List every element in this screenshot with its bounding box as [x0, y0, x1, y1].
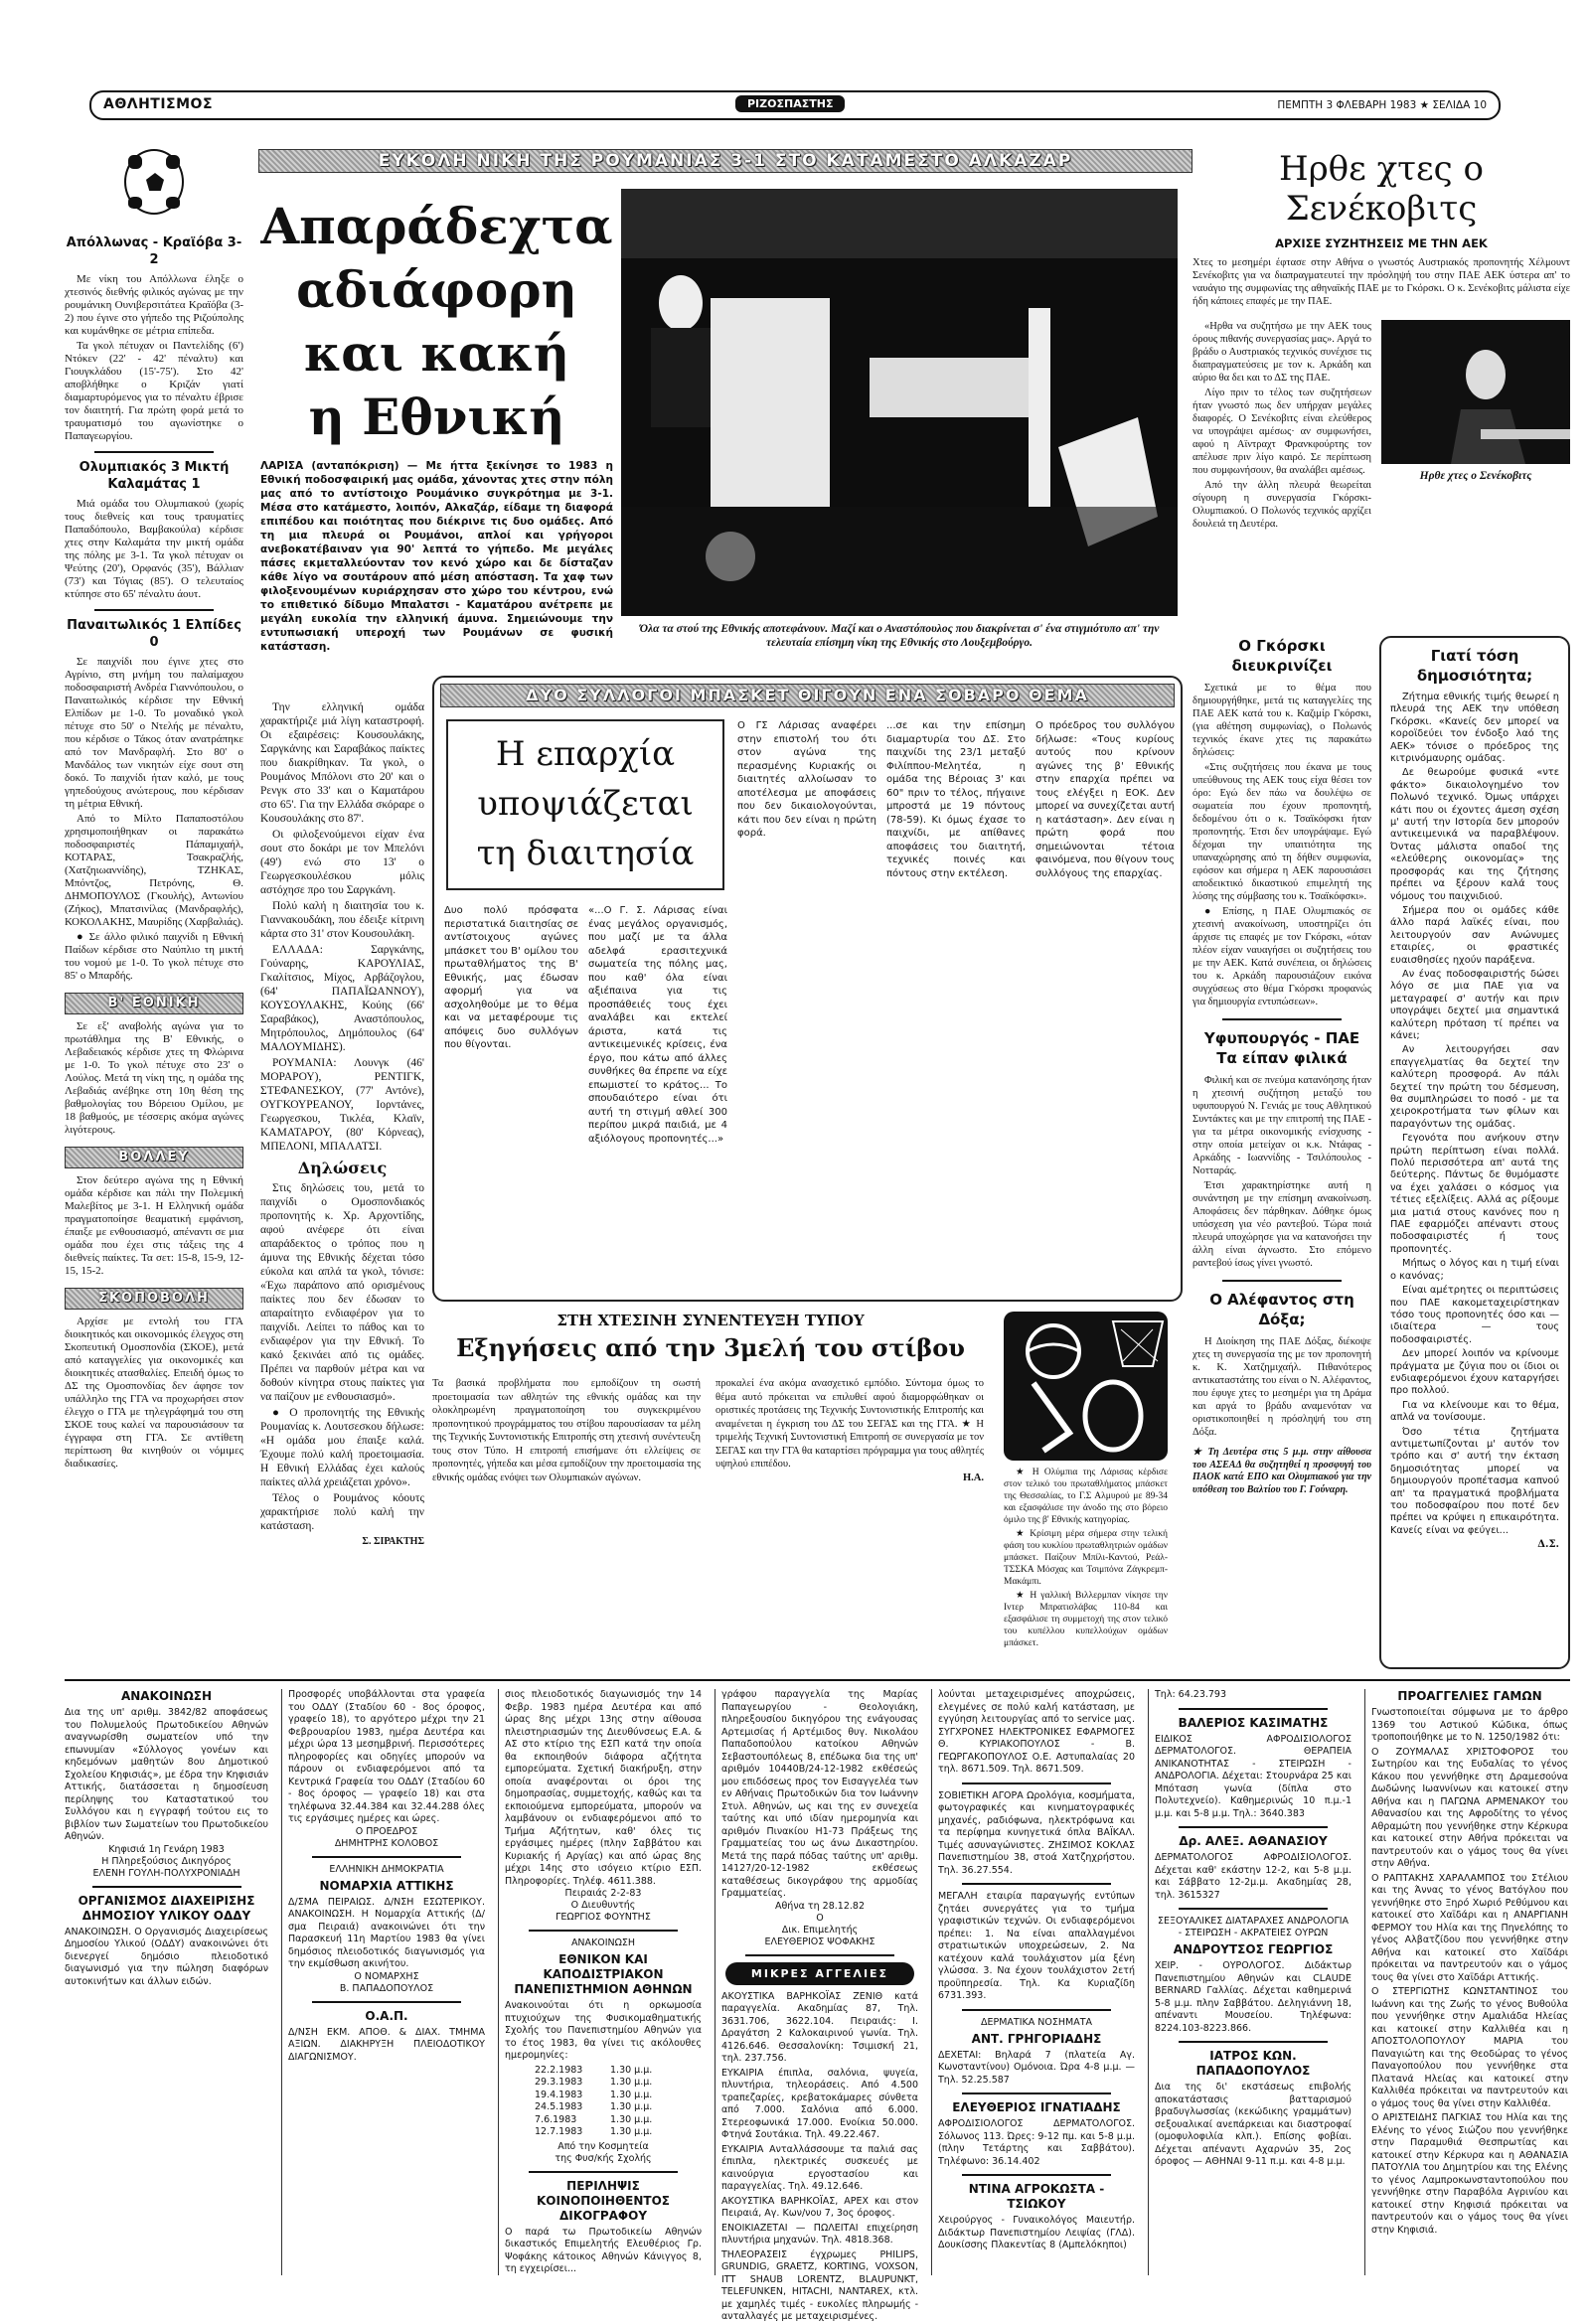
senekovits-paragraph: Από την άλλη πλευρά θεωρείται σίγουρη η συνεργασία Γκόρσκι-Ολυμπιακού. Ο Πολωνός τεχνικός αρχίζει δουλειά τη Δευτέρα.	[1192, 480, 1371, 530]
article-paragraph: Αρχίσε με εντολή του ΓΓΑ διοικητικός και οικονομικός έλεγχος στη Σκοπευτική Ομοσπονδία (ΣΚΟΕ), μετά από καταγγελίες για οικονομικές και διοικητικές ατασθαλίες. Επειδή όμως το ΔΣ της Ομοσπονδίας δεν άφησε τον υπάλληλο της ΓΓΑ να προχωρήσει στον έλεγχο ο ΓΓΑ με τηλεγράφημά του στη ΣΚΟΕ τους καλεί να παρουσιάσουν τα έγγραφα στη ΓΓΑ. Σε αντίθετη περίπτωση θα κινηθούν οι νόμιμες διαδικασίες.	[65, 1316, 243, 1470]
article-title: Ολυμπιακός 3 Μικτή Καλαμάτας 1	[79, 460, 230, 492]
right-subcolumn	[1192, 636, 1371, 1669]
basketball-headline-line: τη διαιτησία	[476, 834, 695, 873]
ceremony-date: 12.7.1983	[535, 2126, 583, 2137]
article-paragraph: Σε εξ' αναβολής αγώνα για το πρωτάθλημα της Β' Εθνικής, ο Λεβαδειακός κέρδισε χτες τη Φλώρινα με 1-0. Το γκολ πέτυχε στο 23' ο Λούλος. Μετά τη νίκη της, η ομάδα της Λεβαδιάς ανέβηκε στη 10η θέση της βαθμολογίας του Βόρειου Ομίλου, με 18 βαθμούς, με τέσσερις ακόμα αγώνες λιγότερους.	[65, 1020, 243, 1136]
divider	[529, 1930, 678, 1932]
main-body-col1	[260, 700, 424, 1154]
article-body	[65, 1020, 243, 1137]
divider	[312, 1856, 461, 1858]
ad-item: ΕΥΚΑΙΡΙΑ Ανταλλάσσουμε τα παλιά σας έπιπλα, ηλεκτρικές συσκευές με καινούργια εργοστασίου και παραγγελίας. Τηλ. 49.12.646.	[721, 2143, 918, 2192]
ceremony-time: 1.30 μ.μ.	[610, 2064, 653, 2076]
ad-signature: Ο	[816, 1912, 824, 1924]
article-body	[65, 1174, 243, 1278]
ceremony-date: 19.4.1983	[535, 2089, 583, 2100]
classifieds-column	[281, 1689, 485, 2275]
ceremony-time: 1.30 μ.μ.	[610, 2077, 653, 2088]
basketball-col2: «...Ο Γ. Σ. Λάρισας είναι ένας μεγάλος οργανισμός, που μαζί με τα άλλα αδελφά ερασιτεχνικά σωματεία της πόλης μας, που καθ' όλα είναι αξιέπαινα για τις προσπάθειές τους έχει αναλάβει και εκτελεί άριστα, κατά τις αντικειμενικές κρίσεις, ένα έργο, που κάτω από άλλες συνθήκες θα έπρεπε να είχε επωμιστεί το κράτος... Το σπουδαιότερο είναι ότι αυτή τη στιγμή αθλεί 300 περίπου μικρά παιδιά, με 4 αξιόλογους προπονητές...»	[588, 905, 727, 1145]
masthead: ΡΙΖΟΣΠΑΣΤΗΣ	[735, 95, 845, 112]
article-title: Απόλλωνας - Κραϊόβα 3-2	[66, 235, 242, 267]
divider	[1179, 1908, 1328, 1910]
divider	[94, 609, 214, 611]
editorial-title: Γιατί τόση δημοσιότητα;	[1416, 647, 1533, 685]
basketball-icon	[1004, 1312, 1168, 1461]
senekovits-story	[1192, 149, 1570, 308]
main-headline-line: Απαράδεχτα	[260, 197, 613, 255]
ad-title: ΙΑΤΡΟΣ ΚΩΝ. ΠΑΠΑΔΟΠΟΥΛΟΣ	[1195, 2049, 1311, 2078]
divider	[962, 2092, 1111, 2094]
ad-kicker: ΣΕΞΟΥΑΛΙΚΕΣ ΔΙΑΤΑΡΑΧΕΣ ΑΝΔΡΟΛΟΓΙΑ - ΣΤΕΙΡΩΣΗ - ΑΚΡΑΤΕΙΕΣ ΟΥΡΩΝ	[1157, 1916, 1350, 1938]
ad-text: Προσφορές υποβάλλονται στα γραφεία του ΟΔΔΥ (Σταδίου 60 - 8ος όροφος, γραφείο 18), το αργότερο μέχρι την 21 Φεβρουαρίου 1983, ημέρα Δευτέρα και μέχρι ώρα 13 μεσημβρινή. Περισσότερες πληροφορίες και οδηγίες μπορούν να πάρουν οι ενδιαφερόμενοι από τα Κεντρικά Γραφεία του ΟΔΔΥ (Σταδίου 60 - 8ος όροφος — γραφείο 18) και στα τηλέφωνα 32.44.384 και 32.44.288 όλες τις εργάσιμες ημέρες και ώρες.	[288, 1689, 485, 1824]
divider	[529, 2171, 678, 2173]
ceremony-date-row	[535, 2077, 702, 2090]
main-story-banner: ΕΥΚΟΛΗ ΝΙΚΗ ΤΗΣ ΡΟΥΜΑΝΙΑΣ 3-1 ΣΤΟ ΚΑΤΑΜΕΣΤΟ ΑΛΚΑΖΑΡ	[258, 149, 1192, 173]
ad-signature: Η Πληρεξούσιος Δικηγόρος	[101, 1855, 232, 1867]
main-body-paragraph: Πολύ καλή η διαιτησία του κ. Γιαννακουδάκη, που έδειξε κίτρινη κάρτα στο 31' στον Κουσουλάκη.	[260, 900, 424, 940]
ad-text: Ο παρά τω Πρωτοδικείω Αθηνών δικαστικός Επιμελητής Ελευθέριος Γρ. Ψοφάκης κάτοικος Αθηνών Κάνιγγος 8, τη εγχειρίσει...	[505, 2226, 702, 2274]
ad-title: ΒΑΛΕΡΙΟΣ ΚΑΣΙΜΑΤΗΣ	[1178, 1715, 1329, 1730]
divider	[1179, 1826, 1328, 1828]
ad-text: σιος πλειοδοτικός διαγωνισμός την 14 Φεβρ. 1983 ημέρα Δευτέρα και από ώρας 8ης μέχρι 13ης στην αίθουσα πλειστηριασμών της Διευθύνσεως Ε.Α. & ΑΣ στο κτίριο της ΕΣΠ κατά την οποία θα εκποιηθούν διάφορα αζήτητα εμπορεύματα. Σχετική διακήρυξη, στην οποία αναφέρονται οι όροι της δημοπρασίας, συμμετοχής, καθώς και τα εκποιούμενα εμπορεύματα, μπορούν να λαμβάνουν οι ενδιαφερόμενοι από το Τμήμα Αζήτητων, καθ' όλες τις εργάσιμες ημέρες (πλην Σαββάτου και Κυριακής ή Αργίας) και από ώρας 8ης μέχρι 14ης στο ισόγειο κτίριο ΕΣΠ. Πληροφορίες. Τηλέφ. 4611.388.	[505, 1689, 702, 1887]
editorial-box	[1379, 636, 1570, 1669]
senekovits-photo-caption: Ηρθε χτες ο Σενέκοβιτς	[1419, 470, 1532, 482]
ad-signature: ΕΛΕΥΘΕΡΙΟΣ ΨΟΦΑΚΗΣ	[764, 1936, 875, 1947]
ceremony-date: 24.5.1983	[535, 2101, 583, 2112]
statements-title: Δηλώσεις	[297, 1159, 388, 1177]
classifieds-column	[931, 1689, 1135, 2275]
gorski-paragraph: «Στις συζητήσεις που έκανα με τους υπεύθυνους της ΑΕΚ τους είχα θέσει τον όρο: Εγώ δεν πάω να δουλέψω σε σωματεία που έχουν προπονητή, δεδομένου ότι ο κ. Τσαϊκόφσκι ήταν προπονητής. Έτσι δεν υπογράψαμε. Εγώ δέχομαι την υπαιτιότητα της υπαναχώρησης από τη δήθεν συμφωνία, εφόσον και σήμερα η ΑΕΚ παρουσιάσει αποδεικτικό δικαστικού επιμελητή της λύσης της σύμβασης του κ. Τσαϊκόφσκι».	[1192, 762, 1371, 902]
ad-item: Ο ΡΑΠΤΑΚΗΣ ΧΑΡΑΛΑΜΠΟΣ του Στέλιου και της Άννας το γένος Βατόγλου που γεννήθηκε στο Ξηρό Χωριό Ρεθύμνου και κατοικεί στο Χαϊδάρι και η ΑΝΑΡΓΙΑΝΗ ΦΕΡΜΟΥ του Ηλία και της Πηνελόπης το γένος Αλβατζίδου που γεννήθηκε στην Αθήνα και κατοικεί στο Χαϊδάρι πρόκειται να παντρευτούν και ο γάμος τους θα γίνει στο Χαϊδάρι Αττικής.	[1371, 1872, 1568, 1983]
gorski-title: Ο Γκόρσκι διευκρινίζει	[1231, 637, 1333, 675]
main-body-paragraph: ΡΟΥΜΑΝΙΑ: Λουνγκ (46' ΜΟΡΑΡΟΥ), ΡΕΝΤΙΓΚ, ΣΤΕΦΑΝΕΣΚΟΥ, (77' Αντόνε), ΟΥΓΚΟΥΡΕΑΝΟΥ, Ιορντάνες, Γεωργεσκου, Τικλέα, Κλαϊν, ΚΑΜΑΤΑΡΟΥ, (80' Κόρνεας), ΜΠΕΛΟΝΙ, ΜΠΑΛΑΤΣΙ.	[260, 1057, 424, 1153]
ad-text: λούνται μεταχειρισμένες αποχρώσεις, ελεγμένες σε πολύ καλή κατάσταση, με εγγύηση λειτουργίας από το service μας. ΣΥΓΧΡΟΝΕΣ ΗΛΕΚΤΡΟΝΙΚΕΣ ΕΦΑΡΜΟΓΕΣ Θ. ΚΥΡΙΑΚΟΠΟΥΛΟΣ - Β. ΓΕΩΡΓΑΚΟΠΟΥΛΟΣ Ο.Ε. Αστυπαλαίας 20 τηλ. 8671.509. Τηλ. 8671.509.	[938, 1689, 1135, 1775]
divider	[94, 451, 214, 453]
article-paragraph: Στον δεύτερο αγώνα της η Εθνική ομάδα κέρδισε και πάλι την Πολεμική Μαλεβίτος με 3-1. Η Ελληνική ομάδα πραγματοποίησε θεαματική εμφάνιση, έπαιξε με ενθουσιασμό, απέναντι σε μια ομάδα που έχει στις τάξεις της 4 διεθνείς παίκτες. Τα σετ: 15-8, 15-9, 12-15, 15-2.	[65, 1174, 243, 1277]
ceremony-time: 1.30 μ.μ.	[610, 2113, 653, 2125]
match-photo-caption: Όλα τα στού της Εθνικής αποτεφάνουν. Μαζί και ο Αναστόπουλος που διακρίνεται σ' ένα στιγμιότυπο απ' την τελευταία επίσημη νίκη της Εθνικής στο Λουξεμβούργο.	[639, 623, 1160, 649]
ad-text: Δ/ΣΜΑ ΠΕΙΡΑΙΩΣ. Δ/ΝΣΗ ΕΣΩΤΕΡΙΚΟΥ. ΑΝΑΚΟΙΝΩΣΗ. Η Νομαρχία Αττικής (Δ/σμα Πειραιά) ανακοινώνει ότι την Παρασκευή 11η Μαρτίου 1983 θα γίνει δημόσιος πλειοδοτικός διαγωνισμός για την εκμίσθωση ακινήτου.	[288, 1896, 485, 1969]
ad-signature: της Φυσ/κής Σχολής	[555, 2152, 652, 2164]
ad-signature: ΕΛΕΝΗ ΓΟΥΛΗ-ΠΟΛΥΧΡΟΝΙΑΔΗ	[92, 1867, 240, 1879]
senekovits-headline-line: Σενέκοβιτς	[1285, 189, 1478, 229]
section-label-box: Β' ΕΘΝΙΚΗ	[65, 993, 243, 1014]
ad-title: ΕΘΝΙΚΟΝ ΚΑΙ ΚΑΠΟΔΙΣΤΡΙΑΚΟΝ ΠΑΝΕΠΙΣΤΗΜΙΟΝ ΑΘΗΝΩΝ	[514, 1952, 693, 1996]
classifieds-column	[65, 1689, 268, 2275]
senekovits-intro: Χτες το μεσημέρι έφτασε στην Αθήνα ο γνωστός Αυστριακός προπονητής Χέλμουντ Σενέκοβιτς για να διαπραγματευτεί την πρόσληψή του στην ΠΑΕ ΑΕΚ ύστερα απ' το ναυάγιο της συμφωνίας της αθηναϊκής ΠΑΕ με το Γκόρσκι. Ο κ. Σενέκοβιτς μάλιστα είχε ήδη κάποιες επαφές με την ΠΑΕ.	[1192, 257, 1570, 307]
editorial-sign: Δ.Σ.	[1537, 1539, 1559, 1551]
main-body-paragraph: Την ελληνική ομάδα χαρακτήριζε μιά λίγη καταστροφή. Οι εξαιρέσεις: Κουσουλάκης, Σαργκάνης και Σαραβάκος παίκτες που διακρίθηκαν. Τα γκολ, ο Ρουμάνος Μπόλονι στο 20' και ο Ρενγκ στο 33' και ο Καματάρου στο 65'. Για την Ελλάδα σκόραρε ο Κουσουλάκης στο 87'.	[260, 701, 424, 825]
alefantos-note: ★ Τη Δευτέρα στις 5 μ.μ. στην αίθουσα του ΑΣΕΑΔ θα συζητηθεί η προσφυγή του ΠΑΟΚ κατά ΕΠΟ και Ολυμπιακού για την υπόθεση του Βαλτίου του Γ. Γούναρη.	[1192, 1447, 1371, 1495]
match-photo-image	[621, 189, 1178, 616]
minister-paragraph: Φιλική και σε πνεύμα κατανόησης ήταν η χτεσινή συζήτηση μεταξύ του υφυπουργού Ν. Γενιάς με τους Αθλητικού Συντάκτες και με την επιτροπή της ΠΑΕ - για τα μέτρα οικονομικής ενίσχυσης - στην οποία μετείχαν οι κ.κ. Ντάφας - Αρκάδης - Ιωαννίδης - Τσιλόπουλος - Νοτταράς.	[1192, 1075, 1371, 1176]
main-headline-line: και κακή	[303, 324, 570, 383]
senekovits-subhead: ΑΡΧΙΣΕ ΣΥΖΗΤΗΣΕΙΣ ΜΕ ΤΗΝ ΑΕΚ	[1275, 236, 1488, 250]
ad-text: ΔΕΧΕΤΑΙ: Βηλαρά 7 (πλατεία Αγ. Κωνσταντίνου) Ομόνοια. Ώρα 4-8 μ.μ. — Τηλ. 52.25.587	[938, 2049, 1135, 2086]
ad-text: ΣΟΒΙΕΤΙΚΗ ΑΓΟΡΑ Ωρολόγια, κοσμήματα, φωτογραφικές και κινηματογραφικές μηχανές, ραδιόφωνα, ηλεκτρόφωνα και τα περίφημα κυνηγετικά όπλα ΒΑΪΚΑΛ. Τιμές ασυναγώνιστες. ΖΗΣΙΜΟΣ ΚΟΚΛΑΣ Πανεπιστημίου 38, στοά Χατζηχρήστου. Τηλ. 36.27.554.	[938, 1789, 1135, 1876]
editorial-body	[1390, 692, 1559, 1537]
basketball-headline-line: υποψιάζεται	[477, 784, 694, 824]
senekovits-paragraph: «Ηρθα να συζητήσω με την ΑΕΚ τους όρους πιθανής συνεργασίας μας». Αργά το βράδυ ο Αυστριακός τεχνικός συνέχισε τις διαπραγματεύσεις με τον κ. Αρκάδη και αύριο θα δει και το ΔΣ της ΠΑΕ.	[1192, 321, 1371, 384]
ad-item: Γνωστοποιείται σύμφωνα με το άρθρο 1369 του Αστικού Κώδικα, όπως τροποποιήθηκε με το Ν. 1250/1982 ότι:	[1371, 1707, 1568, 1743]
statements-byline: Σ. ΣΙΡΑΚΤΗΣ	[362, 1536, 424, 1547]
classifieds-column	[1364, 1689, 1568, 2275]
editorial-paragraph: Όσο τέτια ζητήματα αντιμετωπίζονται μ' αυτόν τον τρόπο και σ' αυτή την έκταση δημοσιότητας μπορεί να δημιουργούν προπέτασμα καπνού απ' τα πραγματικά προβλήματα του ποδοσφαίρου που ποτέ δεν πρέπει να κρύψει η επικαιρότητα. Κανείς είναι να φεύγει...	[1390, 1426, 1559, 1536]
stivos-side-note: ★ Η γαλλική Βιλλερμπαν νίκησε την Ιντερ Μπρατισλάβας 110-84 και εξασφάλισε τη συμμετοχή της στον τελικό του κυπέλλου κυπελλούχων ομάδων μπάσκετ.	[1004, 1591, 1168, 1648]
basketball-player-illustration	[1004, 1312, 1168, 1461]
section-label-box: ΒΟΛΛΕΥ	[65, 1147, 243, 1168]
ad-title: ΑΝΔΡΟΥΤΣΟΣ ΓΕΩΡΓΙΟΣ	[1173, 1942, 1334, 1956]
ad-item: ΕΝΟΙΚΙΑΖΕΤΑΙ — ΠΩΛΕΙΤΑΙ επιχείρηση πλυντήρια μηχανών. Τηλ. 4818.368.	[721, 2222, 918, 2246]
ad-text: Δια της δι' εκστάσεως επιβολής αποκατάστασις βατταρισμού βραδυγλωσσίας (κεκώδικης γραμμάτων) σεξουαλικαί ανεπάρκειαι και διαστροφαί (ομοφυλοφιλία κλπ.). Επίσης φοβίαι. Δέχεται απέναντι Αχαρνών 35, 2ος όροφος — ΑΘΗΝΑΙ 9-11 π.μ. και 4-8 μ.μ.	[1155, 2082, 1352, 2167]
divider	[745, 1954, 894, 1956]
ad-text: Τηλ: 64.23.793	[1155, 1689, 1227, 1700]
ad-signature: Αθήνα τη 28.12.82	[775, 1900, 865, 1912]
ad-text: ΧΕΙΡ. - ΟΥΡΟΛΟΓΟΣ. Διδάκτωρ Πανεπιστημίου Αθηνών και CLAUDE BERNARD Γαλλίας. Δέχεται καθημερινά 5-8 μ.μ. πλην Σαββάτου. Δεληγιάννη 18, απέναντι Μουσείου. Τηλέφωνα: 8224.103-8223.866.	[1155, 1960, 1352, 2034]
divider	[962, 2009, 1111, 2011]
ad-text: ΑΦΡΟΔΙΣΙΟΛΟΓΟΣ ΔΕΡΜΑΤΟΛΟΓΟΣ. Σόλωνος 113. Ώρες: 9-12 πμ. και 5-8 μ.μ. (πλην Τετάρτης και Σαββάτου). Τηλέφωνο: 36.14.402	[938, 2118, 1135, 2167]
ceremony-date-row	[535, 2101, 702, 2114]
gorski-paragraph: ● Επίσης, η ΠΑΕ Ολυμπιακός σε χτεσινή ανακοίνωση, υποστηρίζει ότι άρχισε τις επαφές με τον Γκόρσκι, «όταν πλέον είχαν ναυαγήσει οι συζητήσεις του με την ΑΕΚ. Κατά συνέπεια, οι δηλώσεις του κ. Αρκάδη παρουσιάζουν εικόνα συγχύσεως στο θέμα Γκόρσκι προφανώς για δημιουργία εντυπώσεων».	[1192, 906, 1371, 1007]
basketball-story	[432, 676, 1183, 1302]
divider	[962, 1883, 1111, 1885]
editorial-paragraph: Μήπως ο λόγος και η τιμή είναι ο κανόνας;	[1390, 1258, 1559, 1282]
left-column	[65, 149, 243, 1472]
ceremony-time: 1.30 μ.μ.	[610, 2089, 653, 2100]
ad-text: ΜΕΓΑΛΗ εταιρία παραγωγής εντύπων ζητάει συνεργάτες για το τμήμα γραφιστικών τεχνών. Οι ενδιαφερόμενοι πρέπει: 1. Να είναι απαλλαγμένοι στρατιωτικών υποχρεώσεων, 2. Να κατέχουν καλά τουλάχιστον μία ξένη γλώσσα. 3. Να έχουν τουλάχιστον 2ετή προϋπηρεσία. Τηλ. Κα Κυριαζίδη 6731.393.	[938, 1891, 1135, 2001]
basketball-col3: Ο ΓΣ Λάρισας αναφέρει στην επιστολή του ότι στον αγώνα της περασμένης Κυριακής οι διαιτητές αλλοίωσαν το αποτέλεσμα με αποφάσεις που δεν δικαιολογούνται, κάτι που δεν είναι η πρώτη φορά.	[737, 720, 876, 839]
editorial-paragraph: Σήμερα που οι ομάδες κάθε άλλο παρά λαϊκές είναι, που λειτουργούν σαν Ανώνυμες εταιρίες, οι φραστικές ευαισθησίες ηχούν παράξενα.	[1390, 904, 1559, 966]
statement-paragraph: Τέλος ο Ρουμάνος κόουτς χαρακτήρισε πολύ καλή την κατάσταση.	[260, 1492, 424, 1532]
section-name: ΑΘΛΗΤΙΣΜΟΣ	[103, 96, 214, 112]
alefantos-story	[1192, 1280, 1371, 1496]
ad-text: Δια της υπ' αριθμ. 3842/82 αποφάσεως του Πολυμελούς Πρωτοδικείου Αθηνών αναγνωρίσθη σωματείον υπό την επωνυμίαν «Σύλλογος γονέων και κηδεμόνων μαθητών 8ου Δημοτικού Σχολείου Κηφισιάς», με έδρα την Κηφισιάν Αττικής, διατάσσεται η δημοσίευση περίληψης του Καταστατικού του Συλλόγου και η εγγραφή τούτου εις το βιβλίον των Σωματείων του Πρωτοδικείου Αθηνών.	[65, 1707, 268, 1842]
ad-text: ΕΙΔΙΚΟΣ ΑΦΡΟΔΙΣΙΟΛΟΓΟΣ ΔΕΡΜΑΤΟΛΟΓΟΣ. ΘΕΡΑΠΕΙΑ ΑΝΙΚΑΝΟΤΗΤΑΣ - ΣΤΕΙΡΩΣΗ - ΑΝΔΡΟΛΟΓΙΑ. Δέχεται: Στουρνάρα 25 και Μπόταση γωνία (δίπλα στο Πολυτεχνείο). Καθημερινώς 10 π.μ.-1 μ.μ. και 5-8 μ.μ. Τηλ.: 3640.383	[1155, 1733, 1352, 1819]
main-headline-line: αδιάφορη	[296, 260, 577, 319]
stivos-col2	[716, 1377, 984, 1484]
ad-signature: Ο ΠΡΟΕΔΡΟΣ	[355, 1825, 418, 1837]
ad-title: ΕΛΕΥΘΕΡΙΟΣ ΙΓΝΑΤΙΑΔΗΣ	[952, 2100, 1121, 2114]
ad-signature: ΓΕΩΡΓΙΟΣ ΦΟΥΝΤΗΣ	[556, 1912, 651, 1923]
article-body	[65, 1316, 243, 1471]
article-paragraph: Με νίκη του Απόλλωνα έληξε ο χτεσινός διεθνής φιλικός αγώνας με την ρουμάνικη Ουνιβερσιτάτεα Κραϊόβα (3-2) που έγινε στο γήπεδο της Ριζούπολης και κυμάνθηκε σε μέτρια επίπεδα.	[65, 273, 243, 337]
ceremony-date: 29.3.1983	[535, 2077, 583, 2088]
ad-item: ΑΚΟΥΣΤΙΚΑ ΒΑΡΗΚΟΪΑΣ ΖΕΝΙΘ κατά παραγγελία. Ακαδημίας 87, Τηλ. 3631.706, 3622.104. Πειραιάς: Ι. Δραγάτση 2 Καλοκαιρινού γωνία. Τηλ. 4126.646. Θεσσαλονίκη: Τσιμισκή 21, τηλ. 237.756.	[721, 1990, 918, 2064]
stivos-kicker: ΣΤΗ ΧΤΕΣΙΝΗ ΣΥΝΕΝΤΕΥΞΗ ΤΥΠΟΥ	[556, 1312, 865, 1329]
ad-text: Δ/ΝΣΗ ΕΚΜ. ΑΠΟΘ. & ΔΙΑΧ. ΤΜΗΜΑ ΑΞΙΩΝ. ΔΙΑΚΗΡΥΞΗ ΠΛΕΙΟΔΟΤΙΚΟΥ ΔΙΑΓΩΝΙΣΜΟΥ.	[288, 2026, 485, 2063]
ad-signature: Ο ΝΟΜΑΡΧΗΣ	[354, 1970, 419, 1982]
main-headline-line: η Εθνική	[308, 387, 565, 446]
alefantos-title: Ο Αλέφαντος στη Δόξα;	[1209, 1291, 1354, 1328]
ad-title: ΑΝΑΚΟΙΝΩΣΗ	[120, 1689, 213, 1703]
basketball-col5: Ο πρόεδρος του συλλόγου δήλωσε: «Τους κυρίους αυτούς που κρίνουν αγώνες της β' Εθνικής στην επαρχία πρέπει να τους ελέγξει η ΕΟΚ. Δεν μπορεί να συνεχίζεται αυτή η κατάσταση». Δεν είναι η πρώτη φορά που σημειώνονται τέτοια φαινόμενα, που θίγουν τους συλλόγους της επαρχίας.	[1035, 720, 1175, 879]
ceremony-dates	[535, 2065, 702, 2139]
ad-text: Χειρούργος - Γυναικολόγος Μαιευτήρ. Διδάκτωρ Πανεπιστημίου Λειψίας (ΓΛΔ). Δουκίσσης Πλακεντίας 8 (Αμπελόκηποι)	[938, 2215, 1135, 2250]
stivos-side-note: ★ Κρίσιμη μέρα σήμερα στην τελική φάση του κυκλίου πρωταθλητριών ομάδων μπάσκετ. Παίζουν Μπίλι-Καντού, Ρεάλ-ΤΣΣΚΑ Μόσχας και Τσιμπόνα Ζάγκρεμπ-Μακάμπι.	[1004, 1529, 1168, 1587]
ad-title: ΝΤΙΝΑ ΑΓΡΟΚΩΣΤΑ - ΤΣΙΩΚΟΥ	[968, 2182, 1105, 2211]
minister-paragraph: Έτσι χαρακτηρίστηκε αυτή η συνάντηση με την επίσημη ανακοίνωση. Αποφάσεις δεν πάρθηκαν. Δόθηκε όμως υπόσχεση για νέο ραντεβού. Τώρα ποιά πλευρά υποχώρησε για να κατανοήσει την άλλη είναι άγνωστο. Στο επόμενο ραντεβού ίσως γίνει γνωστό.	[1192, 1180, 1371, 1269]
classifieds-column	[1148, 1689, 1352, 2275]
gorski-body	[1192, 682, 1371, 1008]
article-body	[65, 273, 243, 443]
ceremony-date: 7.6.1983	[535, 2113, 577, 2125]
basketball-headline-box	[446, 719, 724, 890]
ad-text: ΔΕΡΜΑΤΟΛΟΓΟΣ ΑΦΡΟΔΙΣΙΟΛΟΓΟΣ. Δέχεται καθ' εκάστην 12-2, και 5-8 μ.μ. και Σάββατο 12-2μ.μ. Ακαδημίας 28, τηλ. 3615327	[1155, 1852, 1352, 1901]
ad-signature: Κηφισιά 1η Γενάρη 1983	[108, 1843, 225, 1855]
article-paragraph: Σε παιχνίδι που έγινε χτες στο Αγρίνιο, στη μνήμη του παλαίμαχου ποδοσφαιριστή Ανδρέα Γιαννόπουλου, ο Παναιτωλικός κέρδισε την Εθνική Ελπίδων με 1-0. Το μοναδικό γκολ πέτυχε στο 50' ο Ντελής με πέναλτυ, που κέρδισε ο Τάκος όταν ανατράπηκε από τον Μανδραφλή. Στο 80' ο Μανδάλος των νικητών είχε σουτ στη δοκό. Το παιχνίδι ήταν καλό, με τους γηπεδούχους ανώτερους, που κέρδισαν τη μέτρια Εθνική.	[65, 656, 243, 810]
ad-text: γράφου παραγγελία της Μαρίας Παπαγεωργίου - Θεολογιάκη, πληρεξουσίου δικηγόρου της ενάγουσας Αρτεμισίας ή Αρτέμιδος θυγ. Νικολάου Παπαδοπούλου κατοίκου Αθηνών Σεβαστουπόλεως 8, επέδωκα δια της υπ' αριθμόν 10440Β/24-12-1982 εκθέσεώς μου επιδόσεως προς τον Εισαγγελέα των εν Αθήναις Πρωτοδικών δια τον Ιωάννην Στυλ. Αθηνών, ως και της εν συνεχεία ταύτης και υπό ιδίαν ημερομηνία και αριθμόν Πινακίου Η1-73 Πράξεως της Γραμματείας του ως άνω Δικαστηρίου. Μετά της παρά πόδας ταύτης υπ' αριθμ. 14127/20-12-1982 εκθέσεως καταθέσεως δικογράφου της αρμοδίας Γραμματείας.	[721, 1689, 918, 1899]
stivos-story	[432, 1312, 1173, 1669]
alefantos-paragraph: Η Διοίκηση της ΠΑΕ Δόξας, διέκοψε χτες τη συνεργασία της με τον προπονητή κ. Κ. Χατζημιχαήλ. Πιθανότερος αντικαταστάτης του είναι ο Ν. Αλέφαντος, που έφυγε χτες το μεσημέρι για τη Δράμα και αργά το βράδυ αναμενόταν να οριστικοποιηθεί η πρόσληψή του στη Δόξα.	[1192, 1336, 1371, 1438]
statement-paragraph: Στις δηλώσεις του, μετά το παιχνίδι ο Ομοσπονδιακός προπονητής κ. Χρ. Αρχοντίδης, αφού ανέφερε ότι είναι απαράδεκτος ο τρόπος που η άμυνα της Εθνικής δέχεται τόσο εύκολα και απλά τα γκολ, τόνισε: «Έχω παράπονο από ορισμένους παίκτες που δεν έδωσαν το απαραίτητο ενδιαφέρον για το παιχνίδι. Λείπει το πάθος και το ενδιαφέρον για την Εθνική. Το κακό ξεκινάει από τις ομάδες. Πρέπει να παρθούν μέτρα και να δοθούν κίνητρα στους παίκτες για να παίζουν με ενθουσιασμό».	[260, 1182, 424, 1403]
main-headline	[260, 195, 613, 449]
ad-kicker: ΑΝΑΚΟΙΝΩΣΗ	[570, 1937, 636, 1948]
minister-story	[1192, 1018, 1371, 1270]
soccer-ball-icon	[124, 149, 184, 215]
minister-title: Υφυπουργός - ΠΑΕ Τα είπαν φιλικά	[1203, 1029, 1360, 1067]
ad-text: ΑΝΑΚΟΙΝΩΣΗ. Ο Οργανισμός Διαχειρίσεως Δημοσίου Υλικού (ΟΔΔΥ) ανακοινώνει ότι διενεργεί δημόσιο πλειοδοτικό διαγωνισμό για την πώληση διαφόρων αυτοκινήτων και άλλων ειδών.	[65, 1926, 268, 1987]
divider	[962, 2174, 1111, 2176]
ceremony-time: 1.30 μ.μ.	[610, 2126, 653, 2137]
ceremony-time: 1.30 μ.μ.	[610, 2101, 653, 2112]
ad-item: Ο ΖΟΥΜΑΛΑΣ ΧΡΙΣΤΟΦΟΡΟΣ του Σωτηρίου και της Ευδαλίας το γένος Κάκου που γεννήθηκε στη Δραμεσούνα Δωδώνης Ιωαννίνων και κατοικεί στην Αθήνα και η ΠΑΓΩΝΑ ΑΡΜΕΝΑΚΟΥ του Αθανασίου και της Αφροδίτης το γένος Αθραμώτη που γεννήθηκε στην Κέρκυρα και κατοικεί στην Αθήνα πρόκειται να παντρευτούν και ο γάμος τους θα γίνει στην Αθήνα.	[1371, 1746, 1568, 1869]
ad-signature: Β. ΠΑΠΑΔΟΠΟΥΛΟΣ	[339, 1982, 434, 1994]
ad-kicker: ΔΕΡΜΑΤΙΚΑ ΝΟΣΗΜΑΤΑ	[980, 2016, 1092, 2028]
section-label-box: ΣΚΟΠΟΒΟΛΗ	[65, 1288, 243, 1310]
senekovits-paragraph: Λίγο πριν το τέλος των συζητήσεων ήταν γνωστό πως δεν υπήρχαν μεγάλες διαφορές. Ο Σενέκοβιτς είναι ελεύθερος να υπογράψει αμέσως· αν συμφωνήσει, αφού η Αϊντραχτ Φρανκφούρτης τον απέλυσε πριν λίγο καιρό. Σε περίπτωση που συμφωνήσουν, θα αναλάβει αμέσως.	[1192, 387, 1371, 476]
stivos-side-note: ★ Η Ολύμπια της Λάρισας κέρδισε στον τελικό του πρωταθλήματος μπάσκετ της Θεσσαλίας, το Γ.Σ Αλμυρού με 89-34 και εξασφάλισε την άνοδο της στο βόρειο όμιλο της β' Εθνικής κατηγορίας.	[1004, 1468, 1168, 1525]
ceremony-date-row	[535, 2065, 702, 2078]
ad-signature: Δικ. Επιμελητής	[781, 1924, 859, 1936]
ad-title: ΠΕΡΙΛΗΨΙΣ ΚΟΙΝΟΠΟΙΗΘΕΝΤΟΣ ΔΙΚΟΓΡΑΦΟΥ	[537, 2178, 670, 2223]
page-header	[89, 90, 1501, 120]
ad-kicker: ΕΛΛΗΝΙΚΗ ΔΗΜΟΚΡΑΤΙΑ	[329, 1863, 444, 1875]
classifieds-column	[498, 1689, 702, 2275]
article-paragraph: Μιά ομάδα του Ολυμπιακού (χωρίς τους διεθνείς και τους τραυματίες Παπαδόπουλο, Βαμβακούλα) κέρδισε χτες στην Καλαμάτα την μικτή ομάδα της πόλης με 3-1. Τα γκολ πέτυχαν οι Ψεύτης (20'), Ορφανός (35'), Βάλλιαν (73') και Τόγιας (85'). Ο τελευταίος κτύπησε στο 65' πέναλτυ άουτ.	[65, 498, 243, 600]
ad-title: ΠΡΟΑΓΓΕΛΙΕΣ ΓΑΜΩΝ	[1397, 1689, 1542, 1703]
ceremony-date-row	[535, 2126, 702, 2139]
article-paragraph: ● Σε άλλο φιλικό παιχνίδι η Εθνική Παίδων κέρδισε στο Ναύπλιο τη μικτή του νομού με 1-0. Το γκολ πέτυχε στο 85' ο Μπαρδής.	[65, 931, 243, 982]
ad-signature: Πειραιάς 2-2-83	[564, 1888, 642, 1899]
ad-title: ΝΟΜΑΡΧΙΑ ΑΤΤΙΚΗΣ	[319, 1878, 454, 1893]
small-ads-banner: ΜΙΚΡΕΣ ΑΓΓΕΛΙΕΣ	[725, 1962, 914, 1985]
divider	[1222, 1018, 1342, 1020]
ad-signature: ΔΗΜΗΤΡΗΣ ΚΟΛΟΒΟΣ	[334, 1837, 439, 1849]
article-body	[65, 498, 243, 601]
ad-item: ΕΥΚΑΙΡΙΑ έπιπλα, σαλόνια, ψυγεία, πλυντήρια, τηλεοράσεις. Από 4.500 τραπεζαρίες, κρεβατοκάμαρες σύνθετα από 7.000. Σαλόνια από 6.000. Στερεοφωνικά 17.000. Ενοίκια 50.000. Φτηνά Σουτάκια. Τηλ. 49.22.467.	[721, 2067, 918, 2140]
ad-title: ΟΡΓΑΝΙΣΜΟΣ ΔΙΑΧΕΙΡΙΣΗΣ ΔΗΜΟΣΙΟΥ ΥΛΙΚΟΥ ΟΔΔΥ	[78, 1893, 255, 1923]
statement-paragraph: ● Ο προπονητής της Εθνικής Ρουμανίας κ. Λουτσεσκου δήλωσε: «Η ομάδα μου έπαιξε καλά. Έχουμε πολύ καλή προετοιμασία. Η Εθνική Ελλάδας έχει καλούς παίκτες αλλά χρειάζεται χρόνο».	[260, 1407, 424, 1488]
divider	[312, 2001, 461, 2003]
ad-item: Ο ΑΡΙΣΤΕΙΔΗΣ ΠΑΓΚΙΑΣ του Ηλία και της Ελένης το γένος Σιώζου που γεννήθηκε στην Παραμυθιά Θεσπρωτίας και κατοικεί στην Κέρκυρα και η ΑΘΑΝΑΣΙΑ ΠΑΤΟΥΛΙΑ του Δημητρίου και της Ελένης το γένος Λαμπροκωνσταντοπούλου που γεννήθηκε στην Παραβόλα Αγρινίου και κατοικεί στην Κηφισιά πρόκειται να παντρευτούν και ο γάμος τους θα γίνει στην Κηφισιά.	[1371, 2112, 1568, 2236]
basketball-headline-line: Η επαρχία	[495, 734, 676, 774]
stivos-col1: Τα βασικά προβλήματα που εμποδίζουν τη σωστή προετοιμασία των αθλητών της εθνικής ομάδας και την ολοκληρωμένη πραγματοποίηση του συγκεκριμένου προπονητικού προγράμματος του στίβου παρουσίασαν τα μέλη της Τεχνικής Συντονιστικής Επιτροπής στη χτεσινή συνέντευξη τους στον Τύπο. Η επιτροπή επισήμανε ότι ελλείψεις σε προπονητές, γήπεδα και μέσα εμποδίζουν την προετοιμασία της εθνικής ομάδας ενόψει των Ολυμπιακών αγώνων.	[432, 1378, 701, 1483]
main-lead: ΛΑΡΙΣΑ (ανταπόκριση) — Με ήττα ξεκίνησε το 1983 η Εθνική ποδοσφαιρική μας ομάδα, χάνοντας χτες στην πόλη μας από το αντίστοιχο Ρουμάνικο συγκρότημα με 3-1. Μέσα στο κατάμεστο, λοιπόν, Αλκαζάρ, είδαμε τη διαφορά επιπέδου και ποιότητας που διέκρινε τις δυο ομάδες. Από τη μια πλευρά οι Ρουμάνοι, απλοί και γρήγοροι ανεβοκατέβαιναν για 90' λεπτά το γήπεδο. Με μεγάλες πάσες εκμεταλλεύονταν τον κενό χώρο και δε δίσταζαν κάθε λίγο να σουτάρουν από μέση απόσταση. Τα χαφ των φιλοξενουμένων κυριάρχησαν στο χώρο του κέντρου, ενώ το επιθετικό δίδυμο Μπαλατσι - Καματάρου ανέτρεπε με μεγάλη ευκολία την ελληνική άμυνα. Σημειώνουμε την εντυπωσιακή υπεροχή των Ρουμάνων σε φυσική κατάσταση.	[260, 460, 613, 653]
ad-text: Ανακοινούται ότι η ορκωμοσία πτυχιούχων της Φυσικομαθηματικής Σχολής του Πανεπιστημίου Αθηνών για το έτος 1983, θα γίνει τις ακόλουθες ημερομηνίες:	[505, 2000, 702, 2061]
statements-column	[260, 1181, 424, 1533]
divider	[92, 1886, 241, 1888]
ad-signature: Από την Κοσμητεία	[557, 2140, 649, 2152]
stivos-col2-text: προκαλεί ένα ακόμα ανασχετικό εμπόδιο. Σύντομα όμως το θέμα αυτό πρόκειται να επιλυθεί αφού διαμορφώθηκαν οι οριστικές προτάσεις της Τεχνικής Συντονιστικής Επιτροπής και αναμένεται η έγκριση του ΔΣ του ΣΕΓΑΣ και της ΓΓΑ. ★ Η τριμελής Τεχνική Συντονιστική Επιτροπή σε συνεργασία με τον ΣΕΓΑΣ και την ΓΓΑ θα καταρτίσει πρόγραμμα για τους αθλητές υψηλού επιπέδου.	[716, 1378, 984, 1470]
ceremony-date-row	[535, 2114, 702, 2127]
editorial-paragraph: Ζήτημα εθνικής τιμής θεωρεί η πλευρά της ΑΕΚ την υπόθεση Γκόρσκι. «Κανείς δεν μπορεί να κοροϊδεύει τον ένδοξο λαό της ΑΕΚ» τόνισε ο πρόεδρος της κιτρινόμαυρης ομάδας.	[1390, 692, 1559, 765]
match-photo	[621, 189, 1178, 616]
editorial-paragraph: Δεν μπορεί λοιπόν να κρίνουμε πράγματα με ζύγια που οι ίδιοι οι ενδιαφερόμενοι έχουν καταργήσει προ πολλού.	[1390, 1348, 1559, 1397]
ad-item: ΤΗΛΕΟΡΑΣΕΙΣ έγχρωμες PHILIPS, GRUNDIG, GRAETZ, KORTING, VOXSON, ITT SHAUB LORENTZ, BLAUPUNKT, TELEFUNKEN, HITACHI, NANTAREX, κτλ. με χαμηλές τιμές - ευκολίες πληρωμής - ανταλλαγές με μεταχειρισμένες.	[721, 2248, 918, 2322]
ad-title: ΑΝΤ. ΓΡΗΓΟΡΙΑΔΗΣ	[971, 2031, 1102, 2046]
editorial-paragraph: Αν λειτουργήσει σαν επαγγελματίας θα δεχτεί την καλύτερη προσφορά. Αν πάλι δεχτεί την πρώτη του δέσμευση, θα συμπληρώσει το ποσό - με τα χειροκροτήματα των φίλων και παραγόντων της ομάδας.	[1390, 1044, 1559, 1130]
classifieds-section	[65, 1689, 1570, 2322]
main-body-column	[260, 700, 424, 1669]
editorial-paragraph: Δε θεωρούμε φυσικά «ντε φάκτο» δικαιολογημένο τον Πολωνό τεχνικό. Όμως υπάρχει κάτι που οι έχοντες άμεση σχέση μ' αυτή την Ιστορία δεν μπορούν αντικειμενικά να παραβλέψουν. Όντας μάλιστα οπαδοί της «ελεύθερης οικονομίας» της προσφοράς και της ζήτησης πρέπει να ξέρουν καλά τους νόμους του παιχνιδιού.	[1390, 767, 1559, 902]
main-body-paragraph: ΕΛΛΑΔΑ: Σαργκάνης, Γούναρης, ΚΑΡΟΥΛΙΑΣ, Γκαλίτσιος, Μίχος, Αρβάζογλου, (64' ΠΑΠΑΪΩΑΝΝΟΥ), ΚΟΥΣΟΥΛΑΚΗΣ, Κούης (66' Σαραβάκος), Αναστόπουλος, Μητρόπουλος, Δημόπουλος (64' ΜΑΛΟΥΜΙΔΗΣ).	[260, 944, 424, 1053]
senekovits-photo-image	[1381, 320, 1570, 464]
stivos-side-notes	[1004, 1467, 1168, 1651]
stivos-byline: Η.Α.	[963, 1472, 984, 1483]
gorski-paragraph: Σχετικά με το θέμα που δημιουργήθηκε, μετά τις καταγγελίες της ΠΑΕ ΑΕΚ κατά του κ. Καζιμίρ Γκόρσκι, (για αθέτηση συμφωνίας), ο Πολωνός τεχνικός έκανε χτες τις παρακάτω δηλώσεις:	[1192, 683, 1371, 758]
basketball-banner: ΔΥΟ ΣΥΛΛΟΓΟΙ ΜΠΑΣΚΕΤ ΘΙΓΟΥΝ ΕΝΑ ΣΟΒΑΡΟ ΘΕΜΑ	[440, 684, 1175, 707]
article-body	[65, 656, 243, 983]
ceremony-date-row	[535, 2090, 702, 2102]
divider	[1222, 1280, 1342, 1282]
senekovits-photo	[1381, 320, 1570, 464]
divider	[1179, 1708, 1328, 1710]
editorial-paragraph: Γεγονότα που ανήκουν στην πρώτη περίπτωση είναι πολλά. Πολύ περισσότερα απ' αυτά της δεύτερης. Πάντως δε θυμόμαστε να έχει χαλάσει ο κόσμος για τέτιες εξελίξεις. Αλλά ας ρίξουμε μια ματιά στους κανόνες που η ΠΑΕ εφαρμόζει απέναντι στους ποδοσφαιριστές ή τους προπονητές.	[1390, 1133, 1559, 1255]
ad-item: ΑΚΟΥΣΤΙΚΑ ΒΑΡΗΚΟΪΑΣ, ΑΡΕΧ και στον Πειραιά, Αγ. Κων/νου 7, 3ος όροφος.	[721, 2195, 918, 2219]
basketball-col1: Δυο πολύ πρόσφατα περιστατικά διαιτησίας σε αντίστοιχους αγώνες μπάσκετ του Β' ομίλου του πρωταθλήματος της Β' Εθνικής, μας έδωσαν αφορμή για να ασχοληθούμε με το θέμα και να μεταφέρουμε τις απόψεις δυο συλλόγων που θίγονται.	[444, 905, 578, 1050]
ad-item: Ο ΣΤΕΡΓΙΩΤΗΣ ΚΩΝΣΤΑΝΤΙΝΟΣ του Ιωάννη και της Ζωής το γένος Βυθούλα που γεννήθηκε στην Αμαλιάδα Ηλείας και κατοικεί στην Καλλιθέα και η ΑΠΟΣΤΟΛΟΠΟΥΛΟΥ ΜΑΡΙΑ του Παναγιώτη και της Θεοδώρας το γένος Παναγοπούλου που γεννήθηκε στα Πλατανά Ηλείας και κατοικεί στην Καλλιθέα πρόκειται να παντρευτούν και ο γάμος τους θα γίνει στην Καλλιθέα.	[1371, 1986, 1568, 2109]
classifieds-divider	[65, 1679, 1570, 1681]
stivos-headline: Εξηγήσεις από την 3μελή του στίβου	[456, 1333, 965, 1362]
date-page: ΠΕΜΠΤΗ 3 ΦΛΕΒΑΡΗ 1983 ★ ΣΕΛΙΔΑ 10	[1277, 99, 1487, 111]
ad-title: Ο.Α.Π.	[365, 2008, 408, 2023]
gorski-story	[1192, 636, 1371, 1008]
ad-title: Δρ. ΑΛΕΞ. ΑΘΑΝΑΣΙΟΥ	[1179, 1834, 1328, 1848]
editorial-paragraph: Για να κλείνουμε και το θέμα, απλά να τονίσουμε.	[1390, 1399, 1559, 1424]
ad-signature: Ο Διευθυντής	[570, 1900, 636, 1911]
senekovits-headline-line: Ηρθε χτες ο	[1279, 149, 1484, 189]
senekovits-headline	[1192, 149, 1570, 229]
article-title: Παναιτωλικός 1 Ελπίδες 0	[67, 618, 241, 650]
editorial-paragraph: Είναι αμέτρητες οι περιπτώσεις που ΠΑΕ κακομεταχειρίστηκαν τόσο τους προπονητές όσο και — ιδιαίτερα — τους ποδοσφαιριστές.	[1390, 1285, 1559, 1345]
alefantos-body	[1192, 1335, 1371, 1439]
main-body-paragraph: Οι φιλοξενούμενοι είχαν ένα σουτ στο δοκάρι με τον Μπελόνι (49') ενώ στο 13' ο Γεωργεσκουλέσκου μόλις αστόχησε προ του Σαργκάνη.	[260, 829, 424, 896]
divider	[1179, 2041, 1328, 2043]
classifieds-column	[715, 1689, 918, 2322]
senekovits-body	[1192, 320, 1371, 533]
minister-body	[1192, 1074, 1371, 1270]
ceremony-date: 22.2.1983	[535, 2064, 583, 2076]
editorial-paragraph: Αν ένας ποδοσφαιριστής δώσει λόγο σε μια ΠΑΕ για να μεταγραφεί σ' αυτήν και πριν υπογράψει δεχτεί μια σημαντικά καλύτερη πρόταση τί πρέπει να κάνει;	[1390, 968, 1559, 1041]
basketball-col4: ...σε και την επίσημη διαμαρτυρία του ΔΣ. Στο παιχνίδι της 23/1 μεταξύ Φιλίππου-Μελητέα, η ομάδα της Βέροιας 3' και 60" πριν το τέλος, πήγαινε μπροστά με 19 πόντους (78-59). Κι όμως έχασε το παιχνίδι, με απίθανες αποφάσεις του διαιτητή, τεχνικές ποινές και πόντους στην εκτέλεση.	[886, 720, 1026, 879]
article-paragraph: Από το Μίλτο Παπαποστόλου χρησιμοποιήθηκαν οι παρακάτω ποδοσφαιριστές Πάπαμιχαήλ, ΚΟΤΑΡΑΣ, Τσακραζλής, (Χατζηιωαννίδης), ΤΖΗΚΑΣ, Μπόντζος, Πετρόνης, Θ. ΔΗΜΟΠΟΥΛΟΣ (Γκουλής), Αντωνίου (Ζήκος), Μπατσινίλας (Μανδραφλής), ΚΟΚΟΛΑΚΗΣ, Μαυρίδης (Χαρβαλιάς).	[65, 813, 243, 928]
article-paragraph: Τα γκολ πέτυχαν οι Παντελίδης (6') Ντόκεν (22' - 42' πέναλτυ) και Γιουγκλάδου (15'-75'). Στο 42' αποβλήθηκε ο Κριζάν γιατί διαμαρτυρόμενος για το πέναλτυ έβρισε τον διαιτητή. Για πρώτη φορά μετά το τραυματισμό του αγωνίστηκε ο Παπαγεωργίου.	[65, 340, 243, 442]
divider	[962, 1782, 1111, 1784]
